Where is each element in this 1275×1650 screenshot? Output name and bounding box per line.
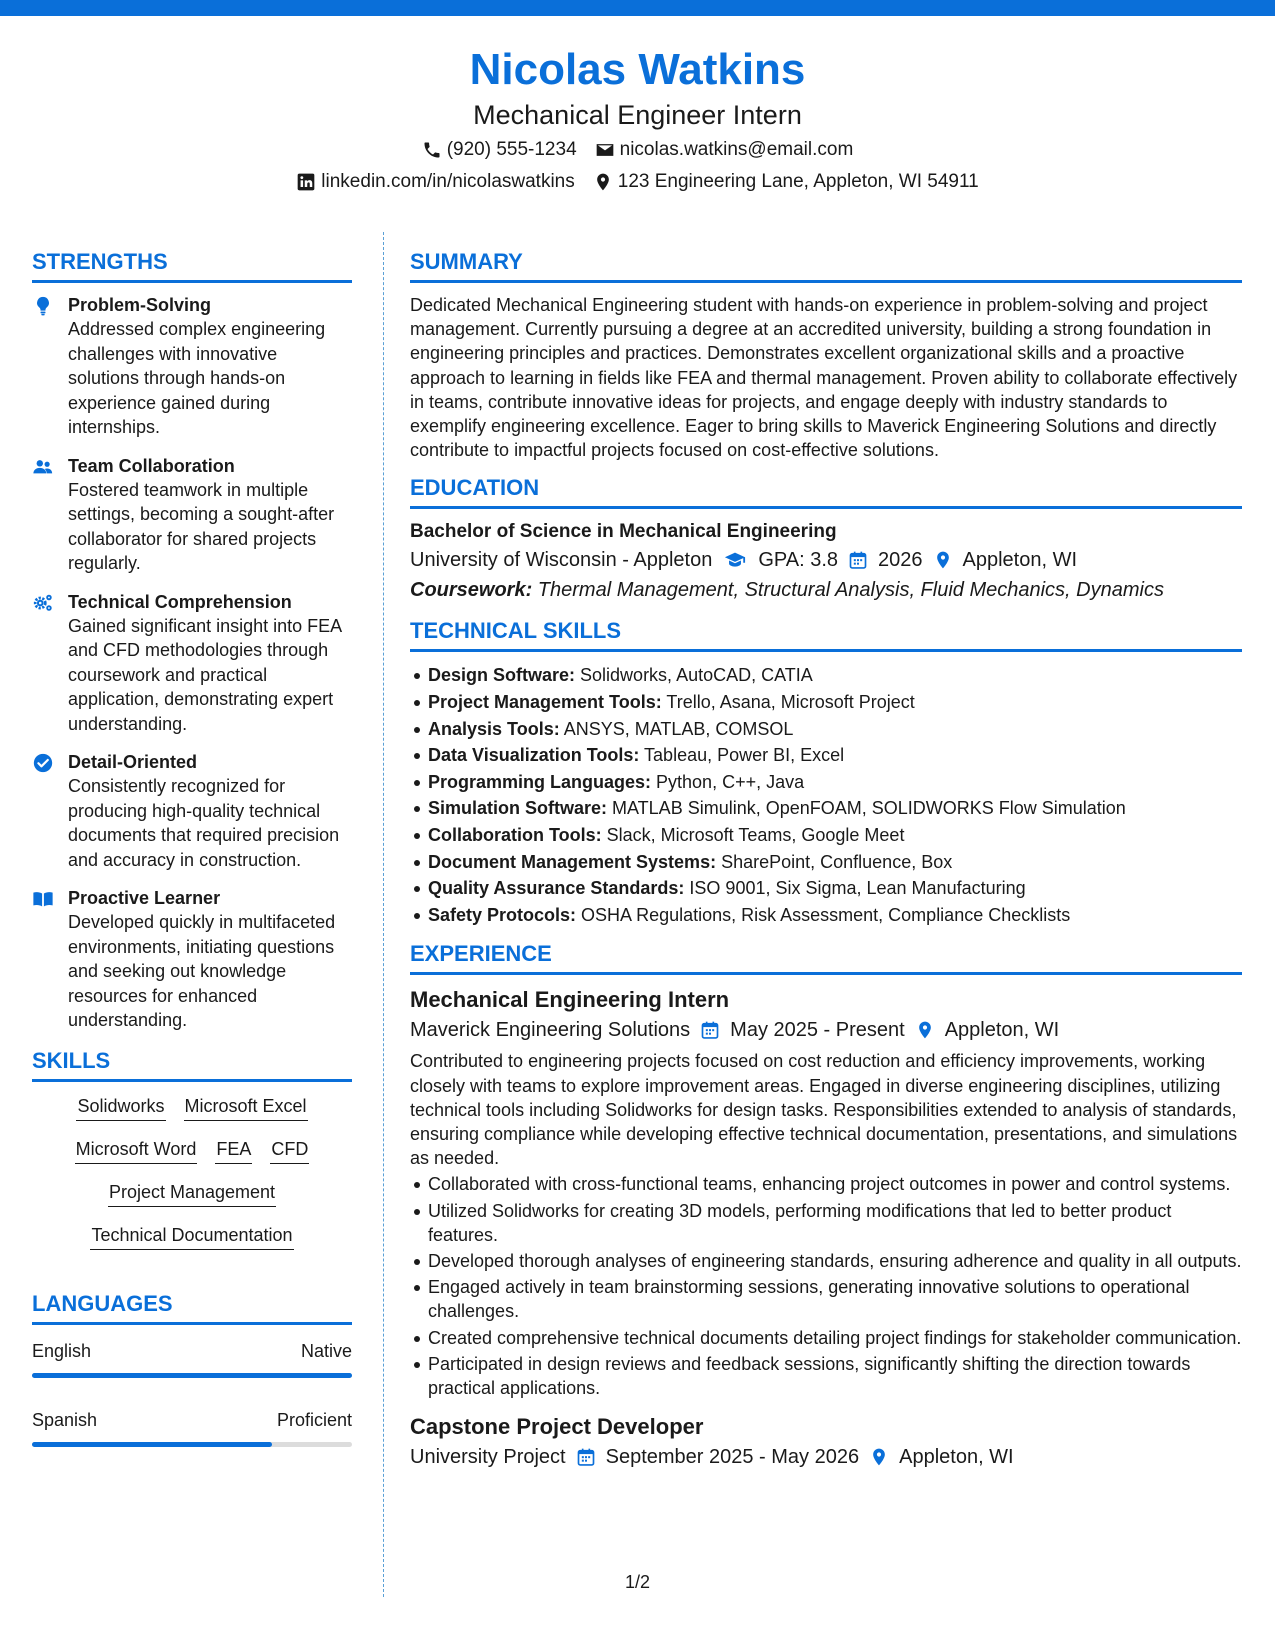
- education-title: EDUCATION: [410, 474, 1242, 509]
- skills-section: [32, 1047, 352, 1250]
- page-number: 1/2: [624, 1572, 651, 1592]
- strength-desc: Addressed complex engineering challenges with innovative solutions through hands-on experience gained during internships.: [68, 319, 326, 437]
- list-item: Design Software: Solidworks, AutoCAD, CATIA: [410, 662, 1242, 689]
- map-pin-icon: [593, 172, 613, 192]
- job-meta: [410, 1442, 1242, 1472]
- candidate-name: Nicolas Watkins: [469, 45, 806, 94]
- contact-row-2: [0, 170, 1275, 194]
- job-title: Mechanical Engineering Intern: [410, 987, 730, 1013]
- list-item: Safety Protocols: OSHA Regulations, Risk Assessment, Compliance Checklists: [410, 902, 1242, 929]
- job-entry: [410, 1412, 1242, 1472]
- list-item: Developed thorough analyses of engineering standards, ensuring adherence and quality in all outputs.: [410, 1249, 1242, 1273]
- left-column: [32, 248, 352, 1477]
- strength-item: [32, 454, 352, 576]
- contact-row-1: [0, 138, 1275, 162]
- language-level: Proficient: [276, 1409, 352, 1430]
- job-entry: [410, 985, 1242, 1400]
- strength-item: [32, 750, 352, 872]
- list-item: Analysis Tools: ANSYS, MATLAB, COMSOL: [410, 716, 1242, 743]
- experience-title: EXPERIENCE: [410, 940, 1242, 975]
- list-item: Programming Languages: Python, C++, Java: [410, 769, 1242, 796]
- degree-title: Bachelor of Science in Mechanical Engineering: [410, 521, 837, 543]
- school-name: University of Wisconsin - Appleton: [410, 549, 713, 572]
- language-name: Spanish: [32, 1409, 98, 1430]
- strength-desc: Developed quickly in multifaceted environments, initiating questions and seeking out knowledge resources for enhanced understanding.: [68, 912, 336, 1030]
- lightbulb-icon: [32, 295, 54, 317]
- linkedin-text: linkedin.com/in/nicolaswatkins: [321, 171, 575, 192]
- strength-desc: Consistently recognized for producing high-quality technical documents that required precision and accuracy in construction.: [68, 776, 340, 870]
- skill-tag: FEA: [215, 1135, 252, 1164]
- list-item: Participated in design reviews and feedback sessions, significantly shifting the direction towards practical applications.: [410, 1352, 1242, 1400]
- list-item: Engaged actively in team brainstorming sessions, generating innovative solutions to operational challenges.: [410, 1275, 1242, 1323]
- skill-tag: Technical Documentation: [90, 1221, 293, 1250]
- calendar-icon: [576, 1447, 596, 1467]
- language-proficiency-bar: [32, 1373, 352, 1378]
- skill-tag: Microsoft Word: [75, 1135, 198, 1164]
- strength-title: Team Collaboration: [68, 455, 235, 476]
- job-description: Contributed to engineering projects focused on cost reduction and efficiency improvements, working closely with teams to explore improvement areas. Engaged in diverse engineering disciplines, utilizing technical tools including Solidworks for design tasks. Responsibilities extended to analysis of standards, ensuring compliance while developing effective technical documentation, presentations, and simulations as needed.: [410, 1051, 1238, 1169]
- calendar-icon: [700, 1020, 720, 1040]
- list-item: Project Management Tools: Trello, Asana, Microsoft Project: [410, 689, 1242, 716]
- strength-title: Detail-Oriented: [68, 752, 198, 772]
- phone-contact: [422, 138, 577, 162]
- summary-section: [410, 248, 1242, 462]
- language-proficiency-bar: [32, 1442, 352, 1447]
- job-title: Capstone Project Developer: [410, 1414, 704, 1440]
- language-name: English: [32, 1340, 92, 1361]
- email-contact[interactable]: [595, 138, 854, 162]
- languages-section: [32, 1290, 352, 1447]
- strength-desc: Gained significant insight into FEA and CFD methodologies through coursework and practical application, demonstrating expert understanding.: [68, 615, 342, 734]
- phone-icon: [422, 140, 442, 160]
- list-item: Data Visualization Tools: Tableau, Power BI, Excel: [410, 742, 1242, 769]
- coursework-list: Thermal Management, Structural Analysis, Fluid Mechanics, Dynamics: [532, 579, 1164, 602]
- resume-header: [0, 44, 1275, 194]
- skill-tag: Project Management: [108, 1178, 276, 1207]
- gpa-text: GPA: 3.8: [758, 549, 839, 572]
- envelope-icon: [595, 140, 615, 160]
- linkedin-contact[interactable]: [296, 170, 574, 194]
- linkedin-icon: [296, 172, 316, 192]
- email-text: nicolas.watkins@email.com: [619, 139, 854, 160]
- book-icon: [32, 888, 54, 910]
- address-contact: [593, 170, 979, 194]
- job-location: Appleton, WI: [944, 1019, 1060, 1042]
- strength-title: Proactive Learner: [68, 888, 221, 908]
- strength-item: [32, 293, 352, 440]
- skills-title: SKILLS: [32, 1047, 352, 1082]
- technical-skills-section: [410, 617, 1242, 928]
- list-item: Created comprehensive technical documents detailing project findings for stakeholder communication.: [410, 1326, 1242, 1350]
- skill-tag: Microsoft Excel: [184, 1092, 308, 1121]
- gears-icon: [32, 592, 54, 614]
- strength-desc: Fostered teamwork in multiple settings, becoming a sought-after collaborator for shared projects regularly.: [68, 479, 335, 573]
- skill-tag: CFD: [270, 1135, 309, 1164]
- strength-item: [32, 590, 352, 737]
- language-row: [32, 1339, 352, 1363]
- candidate-role: Mechanical Engineer Intern: [473, 100, 802, 130]
- list-item: Collaborated with cross-functional teams, enhancing project outcomes in power and control systems.: [410, 1172, 1242, 1196]
- top-accent-bar: [0, 0, 1275, 16]
- language-row: [32, 1408, 352, 1432]
- technical-skills-list: [410, 662, 1242, 928]
- job-location: Appleton, WI: [899, 1446, 1014, 1469]
- calendar-icon: [848, 550, 868, 570]
- skills-list: [32, 1092, 352, 1250]
- strength-item: [32, 886, 352, 1033]
- languages-title: LANGUAGES: [32, 1290, 352, 1325]
- company-name: University Project: [410, 1446, 566, 1469]
- experience-section: [410, 940, 1242, 1472]
- users-icon: [32, 456, 54, 478]
- list-item: Collaboration Tools: Slack, Microsoft Teams, Google Meet: [410, 822, 1242, 849]
- language-proficiency-fill: [32, 1373, 352, 1378]
- job-meta: [410, 1015, 1242, 1045]
- list-item: Document Management Systems: SharePoint, Confluence, Box: [410, 849, 1242, 876]
- school-location: Appleton, WI: [962, 549, 1078, 572]
- list-item: Utilized Solidworks for creating 3D models, performing modifications that led to better product features.: [410, 1199, 1242, 1247]
- summary-text: Dedicated Mechanical Engineering student with hands-on experience in problem-solving and project management. Currently pursuing a degree at an accredited university, building a strong foundation in engineering principles and practices. Demonstrates excellent organizational skills and a proactive approach to learning in fields like FEA and thermal management. Proven ability to collaborate effectively in teams, contribute innovative ideas for projects, and engage deeply with industry standards to exemplify engineering excellence. Eager to bring skills to Maverick Engineering Solutions and directly contribute to impactful projects focused on cost-effective solutions.: [410, 295, 1238, 461]
- map-pin-icon: [933, 550, 953, 570]
- job-dates: May 2025 - Present: [730, 1019, 905, 1042]
- education-meta: [410, 545, 1242, 575]
- phone-text: (920) 555-1234: [446, 139, 577, 160]
- language-proficiency-fill: [32, 1442, 272, 1447]
- coursework: [410, 575, 1242, 605]
- skill-tag: Solidworks: [76, 1092, 165, 1121]
- education-section: [410, 474, 1242, 605]
- check-circle-icon: [32, 752, 54, 774]
- list-item: Quality Assurance Standards: ISO 9001, Six Sigma, Lean Manufacturing: [410, 875, 1242, 902]
- list-item: Simulation Software: MATLAB Simulink, OpenFOAM, SOLIDWORKS Flow Simulation: [410, 795, 1242, 822]
- technical-skills-title: TECHNICAL SKILLS: [410, 617, 1242, 652]
- column-divider: [383, 232, 384, 1597]
- address-text: 123 Engineering Lane, Appleton, WI 54911: [617, 171, 979, 192]
- strengths-section: [32, 248, 352, 1033]
- strength-title: Problem-Solving: [68, 295, 212, 315]
- language-level: Native: [300, 1340, 352, 1361]
- graduation-cap-icon: [722, 549, 748, 571]
- graduation-year: 2026: [878, 549, 923, 572]
- map-pin-icon: [915, 1020, 935, 1040]
- company-name: Maverick Engineering Solutions: [410, 1019, 691, 1042]
- summary-title: SUMMARY: [410, 248, 1242, 283]
- coursework-label: Coursework:: [410, 579, 533, 602]
- strength-title: Technical Comprehension: [68, 591, 292, 612]
- job-dates: September 2025 - May 2026: [605, 1446, 860, 1469]
- right-column: [410, 248, 1242, 1472]
- strengths-title: STRENGTHS: [32, 248, 352, 283]
- job-bullets: [410, 1172, 1242, 1400]
- map-pin-icon: [869, 1447, 889, 1467]
